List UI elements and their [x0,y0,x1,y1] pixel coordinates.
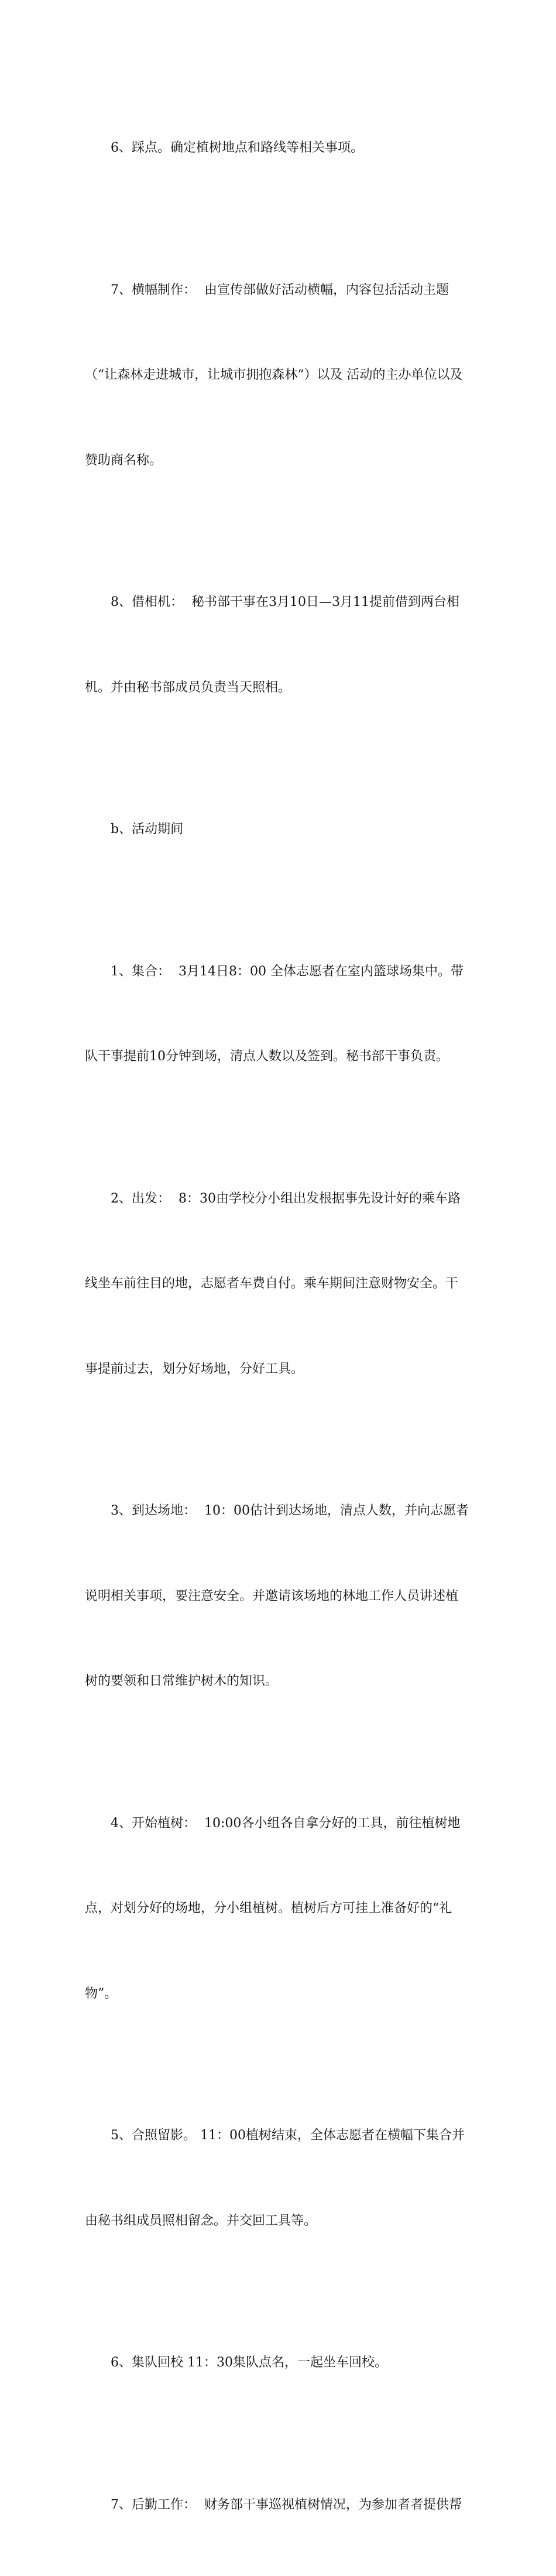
text-line: （“让森林走进城市，让城市拥抱森林“）以及 活动的主办单位以及 [59,361,474,390]
paragraph-step-8-camera [85,532,474,759]
paragraph-step-1-assembly [85,901,474,1128]
text-line: 线坐车前往目的地，志愿者车费自付。乘车期间注意财物安全。干 [59,1270,474,1299]
text-line: 由秘书组成员照相留念。并交回工具等。 [59,2207,474,2236]
text-line: 物”。 [59,1980,474,2009]
paragraph-step-5-group-photo [85,2065,474,2292]
text-line: 6、集队回校 11：30集队点名，一起坐车回校。 [85,2349,474,2378]
text-line: 机。并由秘书部成员负责当天照相。 [59,674,474,703]
paragraph-step-6-scouting [85,77,474,220]
text-line: 事提前过去，划分好场地，分好工具。 [59,1355,474,1384]
text-line: 说明相关事项，要注意安全。并邀请该场地的林地工作人员讲述植 [59,1582,474,1611]
text-line: 赞助商名称。 [59,447,474,475]
paragraph-step-4-planting [85,1753,474,2065]
text-line: 8、借相机： 秘书部干事在3月10日—3月11提前借到两台相 [85,588,474,617]
paragraph-step-7-logistics [85,2434,474,2576]
text-line: 点，对划分好的场地，分小组植树。植树后方可挂上准备好的“礼 [59,1895,474,1923]
text-line: 树的要领和日常维护树木的知识。 [59,1667,474,1696]
text-line: 5、合照留影。 11：00植树结束，全体志愿者在横幅下集合并 [85,2122,474,2150]
text-line: 7、后勤工作： 财务部干事巡视植树情况，为参加者者提供帮 [85,2491,474,2520]
text-line: b、活动期间 [85,816,474,844]
text-line: 2、出发： 8：30由学校分小组出发根据事先设计好的乘车路 [85,1185,474,1214]
document-body [85,77,474,2576]
text-line: 队干事提前10分钟到场，清点人数以及签到。秘书部干事负责。 [59,1043,474,1071]
paragraph-step-7-banner [85,220,474,532]
text-line: 6、踩点。确定植树地点和路线等相关事项。 [85,134,474,163]
section-heading-during-activity [85,759,474,901]
paragraph-step-3-arrival [85,1440,474,1753]
paragraph-step-2-departure [85,1128,474,1441]
document-page [0,0,556,787]
text-line: 3、到达场地： 10：00估计到达场地，清点人数，并向志愿者 [85,1497,474,1526]
paragraph-step-6-return [85,2292,474,2434]
text-line: 7、横幅制作： 由宣传部做好活动横幅，内容包括活动主题 [85,276,474,305]
text-line: 1、集合： 3月14日8：00 全体志愿者在室内篮球场集中。带 [85,958,474,986]
text-line: 4、开始植树： 10:00各小组各自拿分好的工具，前往植树地 [85,1810,474,1838]
